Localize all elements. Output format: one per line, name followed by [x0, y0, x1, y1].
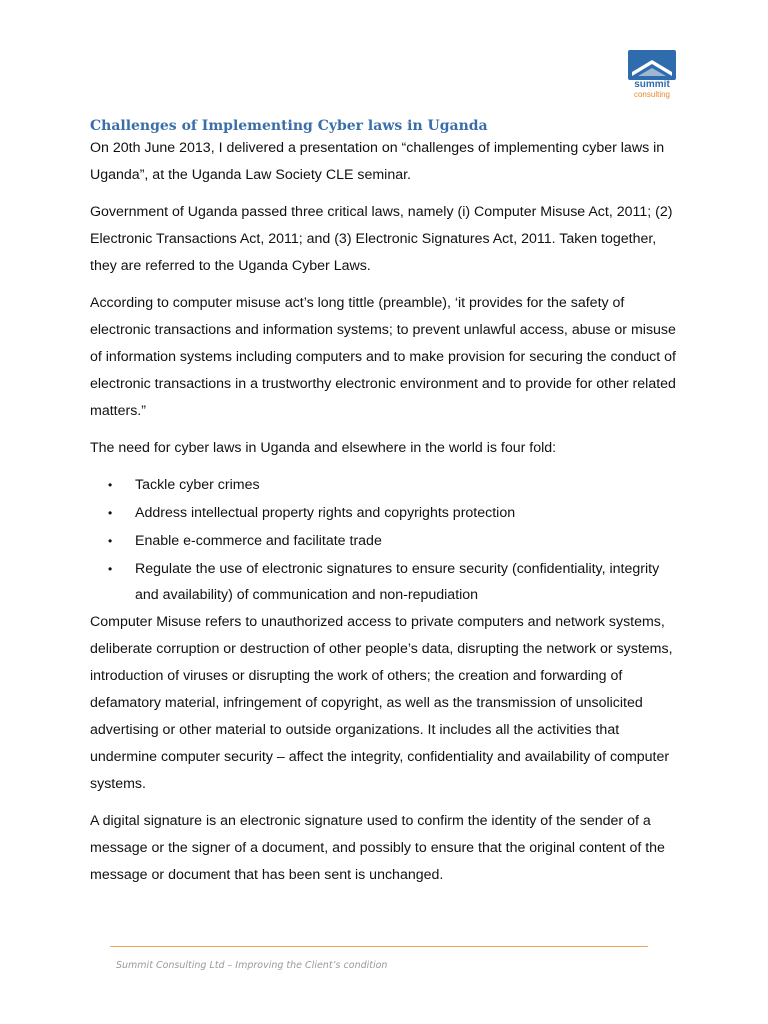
document-body	[90, 116, 680, 899]
list-item	[108, 528, 680, 555]
document-title: Challenges of Implementing Cyber laws in Uganda	[90, 118, 488, 134]
paragraph-presentation: On 20th June 2013, I delivered a presentation on “challenges of implementing cyber laws in Uganda”, at the Uganda Law Society CLE seminar.	[90, 140, 665, 183]
paragraph-laws-passed: Government of Uganda passed three critical laws, namely (i) Computer Misuse Act, 2011; (2) Electronic Transactions Act, 2011; and (3) Electronic Signatures Act, 2011. Taken together, they are referred to the Uganda Cyber Laws.	[90, 204, 673, 274]
bullet-icon: •	[108, 506, 113, 520]
paragraph-preamble: According to computer misuse act’s long tittle (preamble), ‘it provides for the safety of electronic transactions and information systems; to prevent unlawful access, abuse or misuse of information systems including computers and to make provision for securing the conduct of electronic transactions in a trustworthy electronic environment and to provide for other related matters.”	[90, 295, 676, 419]
paragraph-computer-misuse: Computer Misuse refers to unauthorized access to private computers and network systems, deliberate corruption or destruction of other people’s data, disrupting the network or systems, introduction of viruses or disrupting the work of others; the creation and forwarding of defamatory material, infringement of copyright, as well as the transmission of unsolicited advertising or other material to outside organizations. It includes all the activities that undermine computer security – affect the integrity, confidentiality and availability of computer systems.	[90, 614, 673, 792]
paragraph-need-intro: The need for cyber laws in Uganda and elsewhere in the world is four fold:	[90, 440, 557, 456]
list-item-text: Regulate the use of electronic signatures to ensure security (confidentiality, integrity and availability) of communication and non-repudiation	[135, 561, 660, 603]
bullet-icon: •	[108, 478, 113, 492]
logo-mountain-icon	[628, 50, 676, 80]
summit-consulting-logo	[628, 50, 676, 102]
list-item-text: Tackle cyber crimes	[135, 477, 260, 493]
list-item	[108, 556, 680, 608]
list-item-text: Enable e-commerce and facilitate trade	[135, 533, 382, 549]
logo-wordmark: summit	[634, 79, 670, 90]
list-item-text: Address intellectual property rights and copyrights protection	[135, 505, 516, 521]
logo-subtitle: consulting	[633, 90, 671, 99]
list-item	[108, 500, 680, 527]
list-item	[108, 472, 680, 499]
need-list	[90, 472, 680, 608]
bullet-icon: •	[108, 534, 113, 548]
footer-divider	[110, 946, 648, 947]
bullet-icon: •	[108, 562, 113, 576]
paragraph-digital-signature: A digital signature is an electronic signature used to confirm the identity of the sender of a message or the signer of a document, and possibly to ensure that the original content of the message or document that has been sent is unchanged.	[90, 813, 665, 883]
footer-text: Summit Consulting Ltd – Improving the Client’s condition	[116, 960, 388, 971]
